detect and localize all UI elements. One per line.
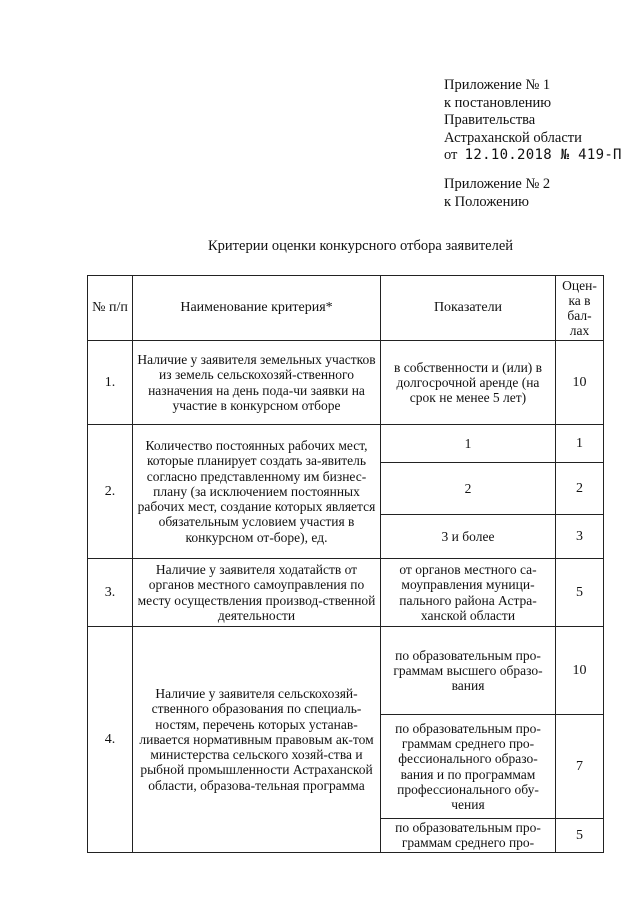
row-3-name: Наличие у заявителя ходатайств от органов местного самоуправления по месту осуществления производ-ственной деятельности [133, 559, 381, 627]
row-1-name: Наличие у заявителя земельных участков из земель сельскохозяй-ственного назначения на день пода-чи заявки на участие в конкурсном отборе [133, 341, 381, 425]
appendix-1-date-line [444, 147, 622, 165]
appendix-2-title: Приложение № 2 [444, 176, 551, 192]
date-number: 12.10.2018 № 419-П [464, 147, 622, 163]
table-row [88, 341, 604, 425]
row-4-score-3: 5 [556, 819, 604, 853]
appendix-1-line4: Астраханской области [444, 129, 582, 146]
table-row [88, 559, 604, 627]
table-row [88, 425, 604, 463]
appendix-1-line2: к постановлению [444, 94, 552, 111]
row-2-indicator-3: 3 и более [381, 515, 556, 559]
header-score: Оцен-ка в бал-лах [556, 276, 604, 341]
appendix-1-line3: Правительства [444, 112, 536, 128]
appendix-1-title: Приложение № 1 [444, 77, 551, 93]
row-2-indicator-2: 2 [381, 463, 556, 515]
row-3-indicator-1: от органов местного са-моуправления муници-пального района Астра-ханской области [381, 559, 556, 627]
row-3-num: 3. [88, 559, 133, 627]
row-3-score-1: 5 [556, 559, 604, 627]
row-4-score-1: 10 [556, 627, 604, 715]
header-indicators: Показатели [381, 276, 556, 341]
appendix-2-block [444, 176, 550, 211]
row-4-score-2: 7 [556, 715, 604, 819]
row-1-indicator-1: в собственности и (или) в долгосрочной аренде (на срок не менее 5 лет) [381, 341, 556, 425]
appendix-2-line2: к Положению [444, 193, 529, 210]
row-4-name: Наличие у заявителя сельскохозяй-ственного образования по специаль-ностям, перечень которых устанав-ливается нормативным правовым ак-том министерства сельского хозяй-ства и рыбной промышленности Астраханской области, образова-тельная программа [133, 627, 381, 853]
row-2-score-3: 3 [556, 515, 604, 559]
table-header-row [88, 276, 604, 341]
header-num: № п/п [88, 276, 133, 341]
criteria-table [87, 275, 604, 853]
appendix-1-block [444, 77, 622, 165]
document-title: Критерии оценки конкурсного отбора заявителей [208, 238, 514, 254]
row-2-score-1: 1 [556, 425, 604, 463]
row-2-score-2: 2 [556, 463, 604, 515]
row-1-num: 1. [88, 341, 133, 425]
row-2-name: Количество постоянных рабочих мест, которые планирует создать за-явитель согласно представленному им бизнес-плану (за исключением постоянных рабочих мест, создание которых является обязательным условием участия в конкурсном от-боре), ед. [133, 425, 381, 559]
row-2-indicator-1: 1 [381, 425, 556, 463]
table-row [88, 627, 604, 715]
row-2-num: 2. [88, 425, 133, 559]
header-name: Наименование критерия* [133, 276, 381, 341]
row-4-num: 4. [88, 627, 133, 853]
date-prefix: от [444, 147, 458, 163]
row-4-indicator-1: по образовательным про-граммам высшего образо-вания [381, 627, 556, 715]
row-4-indicator-2: по образовательным про-граммам среднего про-фессионального образо-вания и по программам профессионального обу-чения [381, 715, 556, 819]
row-4-indicator-3: по образовательным про-граммам среднего про- [381, 819, 556, 853]
row-1-score-1: 10 [556, 341, 604, 425]
